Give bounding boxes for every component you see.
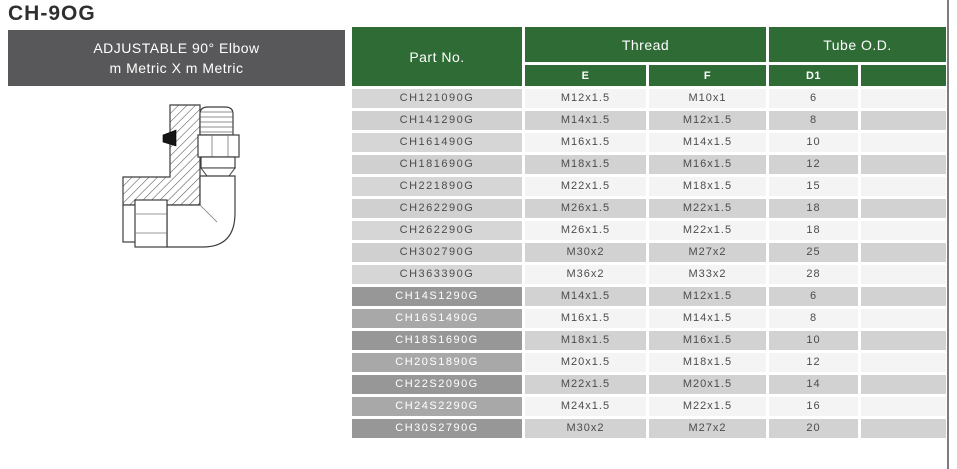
- cell-thread-e: M30x2: [525, 243, 646, 262]
- table-header: [352, 27, 948, 86]
- cell-thread-f: M22x1.5: [649, 221, 766, 240]
- cell-part-no: CH363390G: [352, 265, 522, 284]
- cell-thread-f: M27x2: [649, 243, 766, 262]
- cell-thread-f: M16x1.5: [649, 331, 766, 350]
- cell-thread-e: M14x1.5: [525, 287, 646, 306]
- cell-thread-f: M27x2: [649, 419, 766, 438]
- cell-thread-f: M10x1: [649, 89, 766, 108]
- cell-blank: [861, 397, 946, 416]
- cell-tube-od-d1: 10: [769, 331, 858, 350]
- cell-part-no: CH30S2790G: [352, 419, 522, 438]
- cell-blank: [861, 221, 946, 240]
- cell-tube-od-d1: 8: [769, 309, 858, 328]
- cell-tube-od-d1: 12: [769, 353, 858, 372]
- cell-tube-od-d1: 15: [769, 177, 858, 196]
- cell-thread-f: M20x1.5: [649, 375, 766, 394]
- cell-blank: [861, 199, 946, 218]
- cell-blank: [861, 111, 946, 130]
- cell-thread-f: M14x1.5: [649, 309, 766, 328]
- cell-thread-e: M26x1.5: [525, 199, 646, 218]
- cell-thread-f: M14x1.5: [649, 133, 766, 152]
- product-description-line1: ADJUSTABLE 90° Elbow: [93, 39, 260, 56]
- cell-thread-e: M18x1.5: [525, 155, 646, 174]
- elbow-cutaway-diagram-image: [95, 95, 355, 290]
- cell-part-no: CH18S1690G: [352, 331, 522, 350]
- cell-blank: [861, 265, 946, 284]
- cell-thread-f: M16x1.5: [649, 155, 766, 174]
- table-body: [352, 89, 948, 438]
- cell-blank: [861, 353, 946, 372]
- cell-thread-f: M18x1.5: [649, 177, 766, 196]
- cell-tube-od-d1: 16: [769, 397, 858, 416]
- cell-tube-od-d1: 10: [769, 133, 858, 152]
- cell-blank: [861, 177, 946, 196]
- cell-part-no: CH141290G: [352, 111, 522, 130]
- cell-thread-f: M22x1.5: [649, 199, 766, 218]
- elbow-technical-drawing: [95, 95, 355, 290]
- cell-thread-e: M22x1.5: [525, 177, 646, 196]
- cell-thread-e: M26x1.5: [525, 221, 646, 240]
- cell-blank: [861, 375, 946, 394]
- cell-part-no: CH262290G: [352, 199, 522, 218]
- cell-thread-e: M20x1.5: [525, 353, 646, 372]
- cell-blank: [861, 309, 946, 328]
- cell-blank: [861, 419, 946, 438]
- cell-part-no: CH121090G: [352, 89, 522, 108]
- cell-thread-f: M18x1.5: [649, 353, 766, 372]
- cell-tube-od-d1: 8: [769, 111, 858, 130]
- product-info-box: [8, 30, 345, 86]
- cell-tube-od-d1: 6: [769, 89, 858, 108]
- cell-blank: [861, 89, 946, 108]
- cell-part-no: CH302790G: [352, 243, 522, 262]
- cell-part-no: CH262290G: [352, 221, 522, 240]
- cell-thread-e: M24x1.5: [525, 397, 646, 416]
- cell-tube-od-d1: 18: [769, 221, 858, 240]
- cell-thread-f: M22x1.5: [649, 397, 766, 416]
- cell-tube-od-d1: 25: [769, 243, 858, 262]
- cell-part-no: CH161490G: [352, 133, 522, 152]
- cell-thread-e: M18x1.5: [525, 331, 646, 350]
- cell-blank: [861, 133, 946, 152]
- cell-thread-e: M16x1.5: [525, 309, 646, 328]
- column-subheader-e: E: [525, 65, 646, 86]
- column-subheader-f: F: [649, 65, 766, 86]
- product-description-line2: m Metric X m Metric: [109, 60, 244, 76]
- cell-blank: [861, 331, 946, 350]
- cell-thread-e: M16x1.5: [525, 133, 646, 152]
- column-subheader-blank: [861, 65, 946, 86]
- cell-tube-od-d1: 6: [769, 287, 858, 306]
- cell-tube-od-d1: 28: [769, 265, 858, 284]
- cell-part-no: CH16S1490G: [352, 309, 522, 328]
- cell-thread-f: M12x1.5: [649, 111, 766, 130]
- cell-thread-e: M36x2: [525, 265, 646, 284]
- column-header-part-no: Part No.: [352, 27, 522, 86]
- cell-thread-e: M12x1.5: [525, 89, 646, 108]
- page-column-divider: [947, 0, 949, 469]
- cell-part-no: CH24S2290G: [352, 397, 522, 416]
- cell-blank: [861, 243, 946, 262]
- cell-thread-e: M30x2: [525, 419, 646, 438]
- cell-part-no: CH22S2090G: [352, 375, 522, 394]
- cell-part-no: CH14S1290G: [352, 287, 522, 306]
- cell-part-no: CH20S1890G: [352, 353, 522, 372]
- cell-thread-e: M22x1.5: [525, 375, 646, 394]
- cell-blank: [861, 155, 946, 174]
- cell-tube-od-d1: 14: [769, 375, 858, 394]
- cell-tube-od-d1: 18: [769, 199, 858, 218]
- column-header-thread: Thread: [525, 27, 766, 62]
- cell-thread-f: M12x1.5: [649, 287, 766, 306]
- cell-tube-od-d1: 12: [769, 155, 858, 174]
- cell-thread-e: M14x1.5: [525, 111, 646, 130]
- cell-tube-od-d1: 20: [769, 419, 858, 438]
- parts-table: [352, 27, 948, 438]
- cell-part-no: CH181690G: [352, 155, 522, 174]
- column-subheader-d1: D1: [769, 65, 858, 86]
- cell-blank: [861, 287, 946, 306]
- cell-part-no: CH221890G: [352, 177, 522, 196]
- page-title: CH-9OG: [8, 2, 96, 25]
- cell-thread-f: M33x2: [649, 265, 766, 284]
- column-header-tube-od: Tube O.D.: [769, 27, 946, 62]
